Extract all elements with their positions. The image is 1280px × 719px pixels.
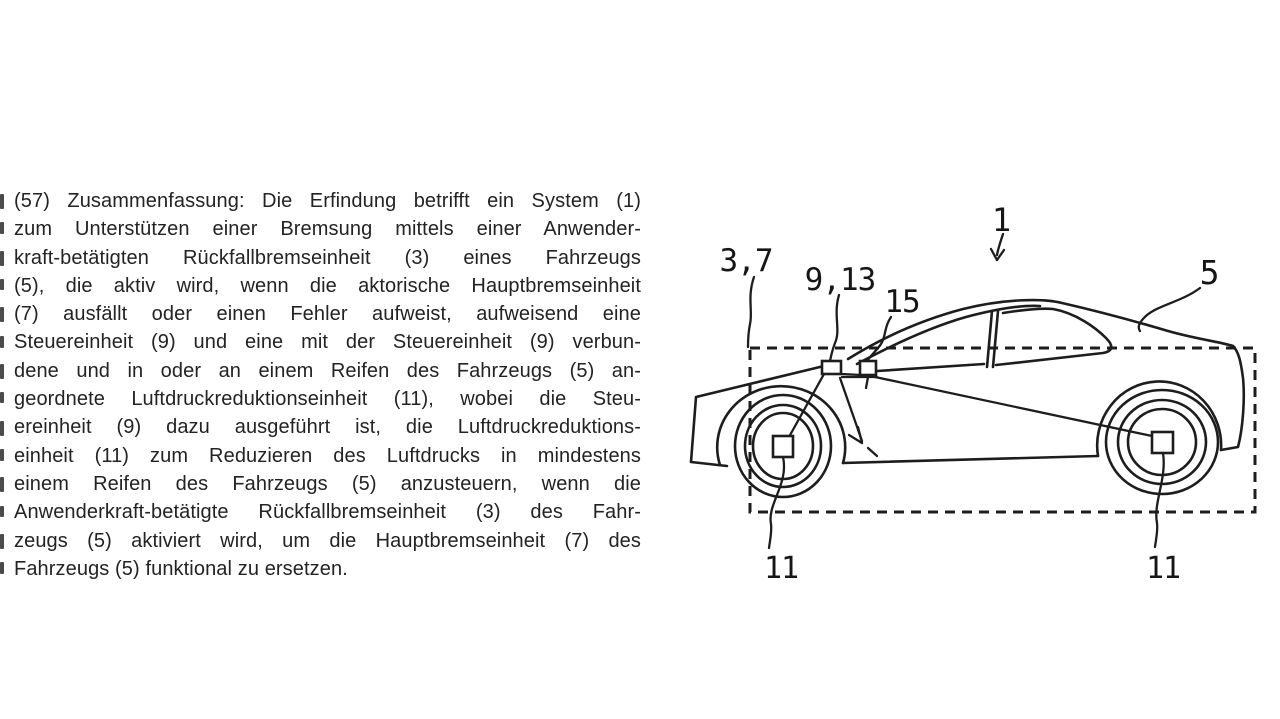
patent-figure (640, 180, 1280, 610)
pressure-reduction-unit-front (773, 436, 793, 457)
control-unit-box (822, 361, 841, 374)
label-vehicle-5: 5 (1199, 253, 1219, 292)
arrow-tip-fragment (868, 448, 877, 456)
label-control-unit-9-13: 9,13 (804, 262, 876, 298)
abstract-line: geordnete Luftdruckreduktionseinheit (11), wobei die Steu- (14, 388, 641, 411)
abstract-line: kraft-betätigten Rückfallbremseinheit (3) eines Fahrzeugs (14, 246, 641, 269)
beltline (877, 364, 984, 371)
sensor-unit-box (860, 361, 876, 375)
leader-11-rear (1155, 453, 1164, 547)
abstract-line: einheit (11) zum Reduzieren des Luftdrucks in mindestens (14, 444, 641, 467)
label-unit-15: 15 (884, 284, 920, 320)
abstract-line: ereinheit (9) dazu ausgeführt ist, die Luftdruckreduktions- (14, 416, 641, 439)
rear-bumper (1221, 346, 1244, 450)
pressure-reduction-unit-rear (1152, 432, 1173, 453)
abstract-line: Steuereinheit (9) und eine mit der Steuereinheit (9) verbun- (14, 331, 641, 354)
label-front-unit-11: 11 (763, 551, 799, 586)
abstract-line: (7) ausfällt oder einen Fehler aufweist, aufweisend eine (14, 303, 641, 326)
abstract-line: Fahrzeugs (5) funktional zu ersetzen. (14, 557, 348, 580)
abstract-line: (57) Zusammenfassung: Die Erfindung betrifft ein System (1) (14, 190, 641, 212)
label-system-1: 1 (991, 201, 1011, 239)
rear-side-window (996, 309, 1111, 365)
abstract-line: einem Reifen des Fahrzeugs (5) anzusteuern, wenn die (14, 472, 641, 495)
b-pillar (987, 311, 992, 367)
box-tick (866, 377, 868, 388)
leader-9-13 (830, 295, 839, 361)
leader-11-front (769, 457, 784, 548)
abstract-line: Anwenderkraft-betätigte Rückfallbremseinheit (3) des Fahr- (14, 501, 641, 524)
leader-15 (867, 317, 891, 361)
rocker-sill-line (843, 456, 1098, 463)
b-pillar (993, 311, 998, 367)
control-unit-boxes (822, 361, 877, 388)
abstract-line: zum Unterstützen einer Bremsung mittels einer Anwender- (14, 218, 641, 241)
label-brake-units-3-7: 3,7 (719, 243, 773, 279)
abstract-text (14, 187, 641, 583)
label-rear-unit-11: 11 (1145, 551, 1181, 586)
abstract-line: zeugs (5) aktiviert wird, um die Hauptbremseinheit (7) des (14, 529, 641, 552)
leader-3-7 (748, 277, 754, 347)
abstract-line: dene und in oder an einem Reifen des Fahrzeugs (5) an- (14, 359, 641, 382)
connection-lines (789, 374, 1152, 437)
abstract-line: (5), die aktiv wird, wenn die aktorische Hauptbremseinheit (14, 274, 641, 297)
box-strut (842, 374, 861, 375)
